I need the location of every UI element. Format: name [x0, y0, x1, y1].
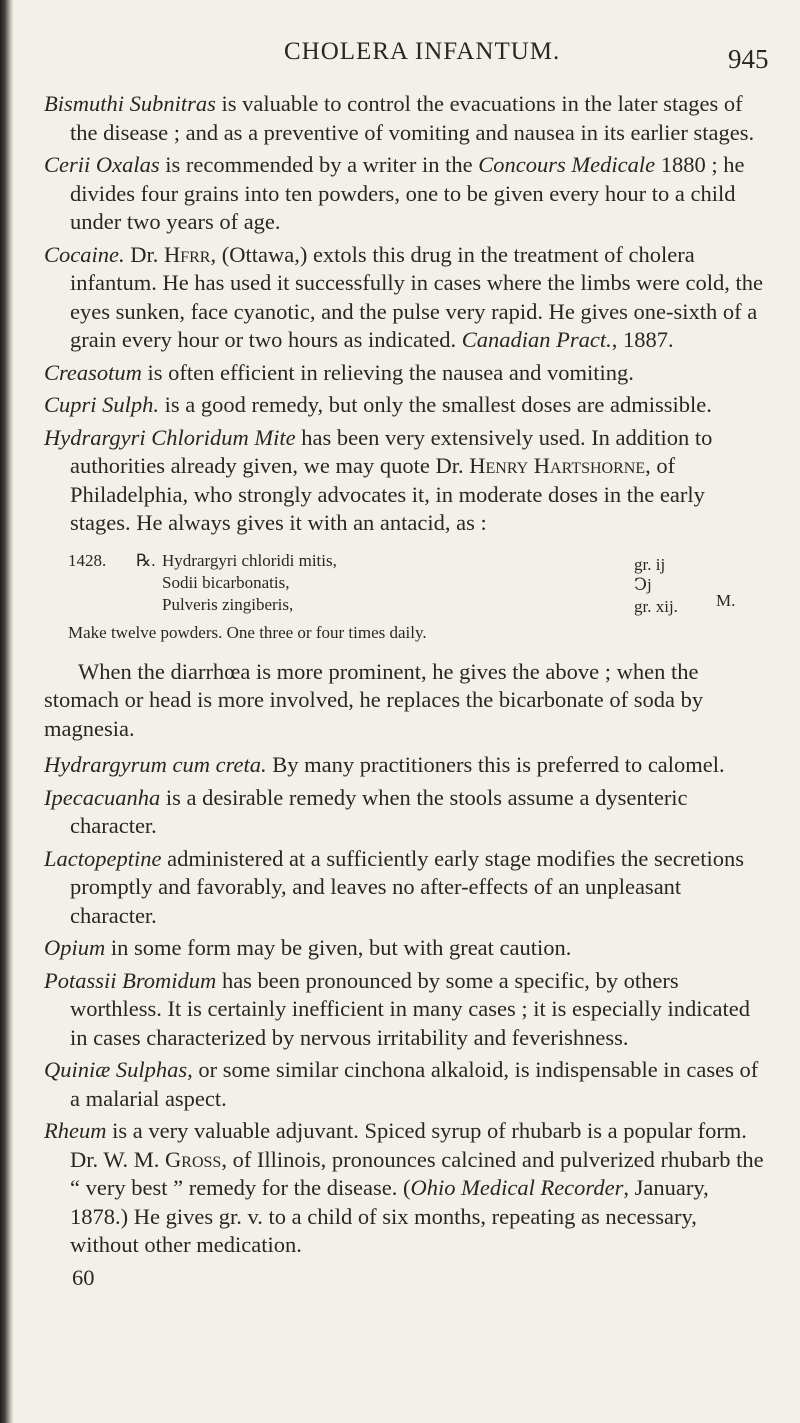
entry-text: is recommended by a writer in the: [159, 152, 479, 177]
running-title: CHOLERA INFANTUM.: [284, 38, 561, 65]
source-citation: Canadian Pract.: [461, 327, 612, 352]
recipe-symbol: ℞.: [136, 550, 156, 570]
entry-term: Cerii Oxalas: [44, 152, 160, 177]
prescription-ingredient: Hydrargyri chloridi mitis,: [162, 550, 337, 570]
entry-hydrargyri-chloridum-mite: [44, 424, 768, 538]
entry-text: , January, 1878.) He gives gr. v. to a child of six months, repeating as necessary, without other medication.: [70, 1175, 709, 1257]
source-citation: Concours Medicale: [478, 152, 656, 177]
page-header: [0, 38, 800, 78]
entry-text: , of Illinois, pronounces calcined and pulverized rhubarb the “ very best ” remedy for the disease. (: [70, 1146, 764, 1200]
prescription-1428: [44, 550, 768, 650]
entry-potassii-bromidum: [44, 967, 768, 1053]
entry-text: has been pronounced by some a specific, by others worthless. It is certainly inefficient in many cases ; it is especially indicated in cases characterized by nervous irritability and feverishness.: [70, 967, 751, 1050]
entry-text: is valuable to control the evacuations in the later stages of the disease ; and as a preventive of vomiting and nausea in its earlier stages.: [70, 91, 755, 145]
entry-term: Rheum: [44, 1118, 107, 1143]
source-citation: Ohio Medical Recorder: [410, 1175, 624, 1200]
prescription-quantity: gr. xij.: [634, 596, 678, 616]
prescription-instruction: Make twelve powders. One three or four times daily.: [68, 622, 427, 642]
entry-term: Hydrargyrum cum creta.: [44, 752, 267, 777]
folio-signature: 60: [72, 1264, 95, 1290]
entry-term: Ipecacuanha: [44, 784, 161, 810]
entry-hydrargyrum-cum-creta: [44, 751, 768, 780]
person-name: Gross: [165, 1146, 222, 1172]
person-name: Hfrr: [163, 241, 211, 267]
paragraph-diarrhoea: When the diarrhœa is more prominent, he gives the above ; when the stomach or head is more involved, he replaces the bicarbonate of soda by magnesia.: [44, 658, 704, 741]
entry-cerii-oxalas: [44, 151, 768, 237]
entry-ipecacuanha: [44, 784, 768, 841]
entry-term: Hydrargyri Chloridum Mite: [44, 424, 296, 450]
entry-rheum: [44, 1117, 768, 1260]
entry-text: in some form may be given, but with great caution.: [105, 935, 572, 960]
entry-term: Potassii Bromidum: [44, 967, 217, 993]
entry-text: or some similar cinchona alkaloid, is indispensable in cases of a malarial aspect.: [70, 1057, 759, 1111]
page-number: 945: [728, 44, 769, 74]
entry-text: is often efficient in relieving the nausea and vomiting.: [141, 359, 634, 385]
entry-text: has been very extensively used. In addition to authorities already given, we may quote Dr.: [70, 424, 713, 478]
prescription-number: 1428.: [68, 550, 107, 570]
entry-term: Opium: [44, 935, 106, 960]
entry-term: Cocaine.: [44, 241, 125, 267]
entry-lactopeptine: [44, 845, 768, 931]
entry-cocaine: [44, 241, 768, 355]
person-name: Henry Hartshorne: [469, 453, 646, 478]
entry-text: 1880 ; he divides four grains into ten powders, one to be given every hour to a child under two years of age.: [70, 152, 745, 234]
prescription-ingredient: Sodii bicarbonatis,: [162, 572, 290, 592]
entry-text: administered at a sufficiently early stage modifies the secretions promptly and favorably, and leaves no after-effects of an unpleasant character.: [70, 845, 745, 928]
prescription-ingredient: Pulveris zingiberis,: [162, 594, 294, 614]
entry-term: Cupri Sulph.: [44, 392, 160, 417]
entry-text: , of Philadelphia, who strongly advocates it, in moderate doses in the early stages. He always gives it with an antacid, as :: [70, 453, 705, 535]
entry-text: , (Ottawa,) extols this drug in the treatment of cholera infantum. He has used it successfully in cases where the limbs were cold, the eyes sunken, face cyanotic, and the pulse very rapid. He gives one-sixth of a grain every hour or two hours as indicated.: [70, 241, 763, 352]
entry-text: is a desirable remedy when the stools assume a dysenteric character.: [70, 784, 688, 838]
entry-quiniae-sulphas: [44, 1056, 768, 1113]
entry-text: Dr.: [124, 241, 164, 267]
prescription-quantity: Ↄj: [634, 574, 652, 594]
entry-term: Creasotum: [44, 359, 142, 385]
entry-text: is a good remedy, but only the smallest doses are admissible.: [159, 392, 712, 417]
entry-text: is a very valuable adjuvant. Spiced syrup of rhubarb is a popular form. Dr. W. M.: [70, 1118, 747, 1172]
entry-term: Bismuthi Subnitras: [44, 91, 216, 116]
entry-opium: [44, 934, 768, 963]
entry-term: Lactopeptine: [44, 845, 162, 871]
entry-creasotum: [44, 359, 768, 388]
entry-cupri-sulph: [44, 391, 768, 420]
entry-term: Quiniæ Sulphas,: [44, 1057, 193, 1082]
page-body: [44, 90, 768, 1292]
prescription-misce: M.: [716, 590, 736, 610]
prescription-quantity: gr. ij: [634, 554, 666, 574]
entry-text: , 1887.: [611, 327, 674, 352]
entry-bismuthi-subnitras: [44, 90, 768, 147]
entry-text: By many practitioners this is preferred to calomel.: [266, 752, 725, 777]
